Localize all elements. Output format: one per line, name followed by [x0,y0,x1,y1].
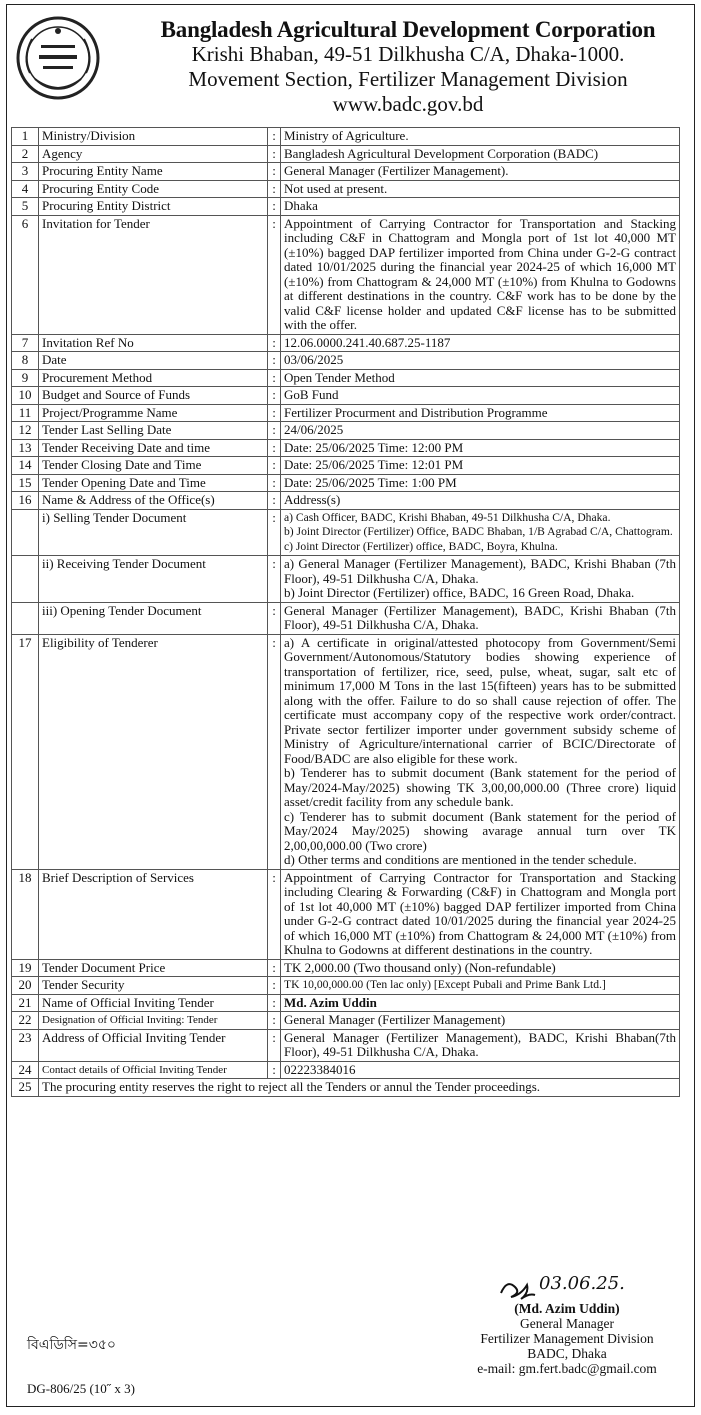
row-label: Procuring Entity District [39,198,268,216]
row-number: 8 [12,352,39,370]
colon: : [268,334,281,352]
colon: : [268,869,281,959]
colon: : [268,422,281,440]
row-number: 23 [12,1029,39,1061]
row-value: Address(s) [281,492,680,510]
list-item: b) Joint Director (Fertilizer) office, BADC, 16 Green Road, Dhaka. [284,585,635,600]
row-label: Contact details of Official Inviting Tender [39,1061,268,1079]
table-row: ii) Receiving Tender Document : a) General Manager (Fertilizer Management), BADC, Krishi Bhaban (7th Floor), 49-51 Dilkhusha C/A, Dhaka. b) Joint Director (Fertilizer) office, BADC, 16 Green Road, Dhaka. [12,556,680,603]
row-number: 9 [12,369,39,387]
row-number: 13 [12,439,39,457]
colon: : [268,404,281,422]
table-row: i) Selling Tender Document : a) Cash Officer, BADC, Krishi Bhaban, 49-51 Dilkhusha C/A, Dhaka. b) Joint Director (Fertilizer) Office, BADC Bhaban, 1/B Agrabad C/A, Chattogram. c) Joint Director (Fertilizer) office, BADC, Boyra, Khulna. [12,509,680,556]
colon: : [268,163,281,181]
row-value: 12.06.0000.241.40.687.25-1187 [281,334,680,352]
row-number: 14 [12,457,39,475]
row-label: Procurement Method [39,369,268,387]
colon: : [268,1012,281,1030]
colon: : [268,128,281,146]
colon: : [268,959,281,977]
row-value: 03/06/2025 [281,352,680,370]
table-row [12,492,680,510]
colon: : [268,474,281,492]
row-label: Date [39,352,268,370]
colon: : [268,457,281,475]
row-label: Invitation Ref No [39,334,268,352]
colon: : [268,492,281,510]
svg-text:03.06.25.: 03.06.25. [539,1273,625,1294]
row-label: Budget and Source of Funds [39,387,268,405]
list-item: b) Tenderer has to submit document (Bank statement for the period of May/2024-May/2025) showing TK 3,00,00,000.00 (Three crore) liquid asset/credit facility from any schedule bank. [284,765,676,809]
row-value: Not used at present. [281,180,680,198]
table-row: iii) Opening Tender Document : General Manager (Fertilizer Management), BADC, Krishi Bhaban (7th Floor), 49-51 Dilkhusha C/A, Dhaka. [12,602,680,634]
eligibility-label: Eligibility of Tenderer [39,634,268,869]
row-number: 22 [12,1012,39,1030]
table-row [12,163,680,181]
table-row [12,404,680,422]
row-label: Tender Last Selling Date [39,422,268,440]
organization-address: Krishi Bhaban, 49-51 Dilkhusha C/A, Dhaka-1000. [191,42,625,66]
selling-label: i) Selling Tender Document [39,509,268,556]
colon: : [268,439,281,457]
row-number: 2 [12,145,39,163]
table-row: 17 Eligibility of Tenderer : a) A certificate in original/attested photocopy from Government/Semi Government/Autonomous/Statutory bodies showing experience of transportation of fertilizer, rice, seed, pulse, wheat, sugar, salt etc of minimum 17,000 M Tons in the last 15(fifteen) years has to be submitted along with the offer. Failure to do so shall cause rejection of offer. The certificate must accompany copy of the respective work order/contract. Private sector fertilizer importer under government subsidy scheme of Ministry of Agriculture/international carrier of BCIC/Directorate of Food/BADC are also eligible for these work. b) Tenderer has to submit document (Bank statement for the period of May/2024-May/2025) showing TK 3,00,00,000.00 (Three crore) liquid asset/credit facility from any schedule bank. c) Tenderer has to submit document (Bank statement for the period of May/2024 May/2025) showing avarage annual turn over TK 2,00,00,000.00 (Two crore) d) Other terms and conditions are mentioned in the tender schedule. [12,634,680,869]
eligibility-value [281,634,680,869]
table-row [12,457,680,475]
table-row [12,869,680,959]
table-row [12,422,680,440]
row-label: Brief Description of Services [39,869,268,959]
row-value: General Manager (Fertilizer Management), BADC, Krishi Bhaban(7th Floor), 49-51 Dilkhusha C/A, Dhaka. [281,1029,680,1061]
badc-logo-icon [15,15,101,101]
row-label: Tender Closing Date and Time [39,457,268,475]
row-value: GoB Fund [281,387,680,405]
row-value: 02223384016 [281,1061,680,1079]
row-value: Dhaka [281,198,680,216]
dg-number: DG-806/25 (10˝ x 3) [27,1381,135,1396]
row-value: Ministry of Agriculture. [281,128,680,146]
row-label: Ministry/Division [39,128,268,146]
row-label: Project/Programme Name [39,404,268,422]
row-label: Name of Official Inviting Tender [39,994,268,1012]
row-number: 18 [12,869,39,959]
colon: : [268,352,281,370]
tender-notice-page [6,4,695,1407]
row-number: 3 [12,163,39,181]
table-row [12,180,680,198]
table-row [12,977,680,995]
row-label: Procuring Entity Name [39,163,268,181]
section-name: Movement Section, Fertilizer Management Division [188,67,628,91]
row-number: 1 [12,128,39,146]
table-row [12,1029,680,1061]
organization-title: Bangladesh Agricultural Development Corporation [160,17,656,42]
tender-details-table [11,127,680,1097]
list-item: a) A certificate in original/attested photocopy from Government/Semi Government/Autonomous/Statutory bodies showing experience of transportation of fertilizer, rice, seed, pulse, wheat, sugar, salt etc of minimum 17,000 M Tons in the last 15(fifteen) years has to be submitted along with the offer. Failure to do so shall cause rejection of offer. The certificate must accompany copy of the respective work order/contract. Private sector fertilizer importer under government subsidy scheme of Ministry of Agriculture/international carrier of BCIC/Directorate of Food/BADC are also eligible for these work. [284,634,676,766]
row-value: Fertilizer Procurment and Distribution Programme [281,404,680,422]
signatory-designation: General Manager [519,1316,615,1331]
list-item: b) Joint Director (Fertilizer) Office, BADC Bhaban, 1/B Agrabad C/A, Chattogram. [284,525,673,538]
row-label: Tender Document Price [39,959,268,977]
receiving-label: ii) Receiving Tender Document [39,556,268,603]
row-label: Procuring Entity Code [39,180,268,198]
row-number: 5 [12,198,39,216]
row-number: 6 [12,215,39,334]
row-label: Tender Receiving Date and time [39,439,268,457]
table-row [12,369,680,387]
colon: : [268,369,281,387]
row-number: 25 [12,1079,39,1097]
list-item: a) General Manager (Fertilizer Management), BADC, Krishi Bhaban (7th Floor), 49-51 Dilkhusha C/A, Dhaka. [284,556,676,586]
row-label: Address of Official Inviting Tender [39,1029,268,1061]
table-row [12,198,680,216]
table-row [12,1079,680,1097]
row-value: General Manager (Fertilizer Management) [281,1012,680,1030]
row-number: 7 [12,334,39,352]
row-number: 21 [12,994,39,1012]
opening-office: General Manager (Fertilizer Management), BADC, Krishi Bhaban (7th Floor), 49-51 Dilkhusha C/A, Dhaka. [281,602,680,634]
row-value: Date: 25/06/2025 Time: 1:00 PM [281,474,680,492]
selling-offices [281,509,680,556]
colon: : [268,387,281,405]
table-row [12,994,680,1012]
table-row [12,128,680,146]
list-item: c) Tenderer has to submit document (Bank statement for the period of May/2024 May/2025) showing avarage annual turn over TK 2,00,00,000.00 (Two crore) [284,808,676,853]
table-row [12,439,680,457]
row-value: TK 10,00,000.00 (Ten lac only) [Except Pubali and Prime Bank Ltd.] [281,977,680,995]
table-row [12,387,680,405]
colon: : [268,1061,281,1079]
row-value: Date: 25/06/2025 Time: 12:01 PM [281,457,680,475]
colon: : [268,145,281,163]
row-label: Agency [39,145,268,163]
table-row [12,1012,680,1030]
signature-block [447,1265,687,1376]
row-value: Md. Azim Uddin [281,994,680,1012]
table-row [12,1061,680,1079]
row-value: Appointment of Carrying Contractor for Transportation and Stacking including C&F in Chattogram and Mongla port of 1st lot 40,000 MT (±10%) bagged DAP fertilizer imported from China under G-2-G contract dated 10/01/2025 during the financial year 2024-25 of which 16,000 MT (±10%) from Chattogram & 24,000 MT (±10%) from Khulna to Godowns at different destinations in the country. C&F work has to be done by the valid C&F license holder and updated C&F license has to be submitted with the offer. [281,215,680,334]
list-item: c) Joint Director (Fertilizer) office, BADC, Boyra, Khulna. [284,539,558,553]
row-number: 10 [12,387,39,405]
list-item: d) Other terms and conditions are mentioned in the tender schedule. [284,852,637,867]
row-number: 4 [12,180,39,198]
row-number: 20 [12,977,39,995]
row-number: 19 [12,959,39,977]
row-label: Invitation for Tender [39,215,268,334]
row-value: Appointment of Carrying Contractor for Transportation and Stacking including Clearing & Forwarding (C&F) in Chattogram and Mongla port of 1st lot 40,000 MT (±10%) bagged DAP fertilizer imported from China under G-2-G contract dated 10/01/2025 during the financial year 2024-25 of which 16,000 MT (±10%) from Chattogram & 24,000 MT (±10%) from Khulna to Godowns at different destinations in the country. [281,869,680,959]
row-number: 17 [12,634,39,869]
table-row [12,145,680,163]
signatory-division: Fertilizer Management Division [480,1331,654,1346]
table-row [12,334,680,352]
table-row [12,352,680,370]
header [7,5,694,123]
signatory-email: e-mail: gm.fert.badc@gmail.com [477,1361,657,1376]
signatory-name: (Md. Azim Uddin) [514,1301,620,1316]
row-number: 24 [12,1061,39,1079]
opening-label: iii) Opening Tender Document [39,602,268,634]
row-label: Tender Opening Date and Time [39,474,268,492]
row-number: 16 [12,492,39,510]
row-value: TK 2,000.00 (Two thousand only) (Non-refundable) [281,959,680,977]
row-value: Bangladesh Agricultural Development Corporation (BADC) [281,145,680,163]
row-value: Open Tender Method [281,369,680,387]
receiving-offices [281,556,680,603]
row-label: Designation of Official Inviting: Tender [39,1012,268,1030]
row-label: Tender Security [39,977,268,995]
signatory-org: BADC, Dhaka [527,1346,607,1361]
website: www.badc.gov.bd [332,92,484,116]
row-value: Date: 25/06/2025 Time: 12:00 PM [281,439,680,457]
table-row [12,215,680,334]
row-number: 15 [12,474,39,492]
colon: : [268,977,281,995]
colon: : [268,198,281,216]
reservation-clause: The procuring entity reserves the right to reject all the Tenders or annul the Tender proceedings. [39,1079,680,1097]
colon: : [268,1029,281,1061]
list-item: a) Cash Officer, BADC, Krishi Bhaban, 49-51 Dilkhusha C/A, Dhaka. [284,510,611,524]
badc-code: বিএডিসি=৩৫০ [27,1337,117,1353]
table-row [12,959,680,977]
row-number: 11 [12,404,39,422]
colon: : [268,994,281,1012]
row-label: Name & Address of the Office(s) [39,492,268,510]
table-row [12,474,680,492]
row-value: General Manager (Fertilizer Management). [281,163,680,181]
colon: : [268,215,281,334]
row-value: 24/06/2025 [281,422,680,440]
row-number: 12 [12,422,39,440]
colon: : [268,180,281,198]
